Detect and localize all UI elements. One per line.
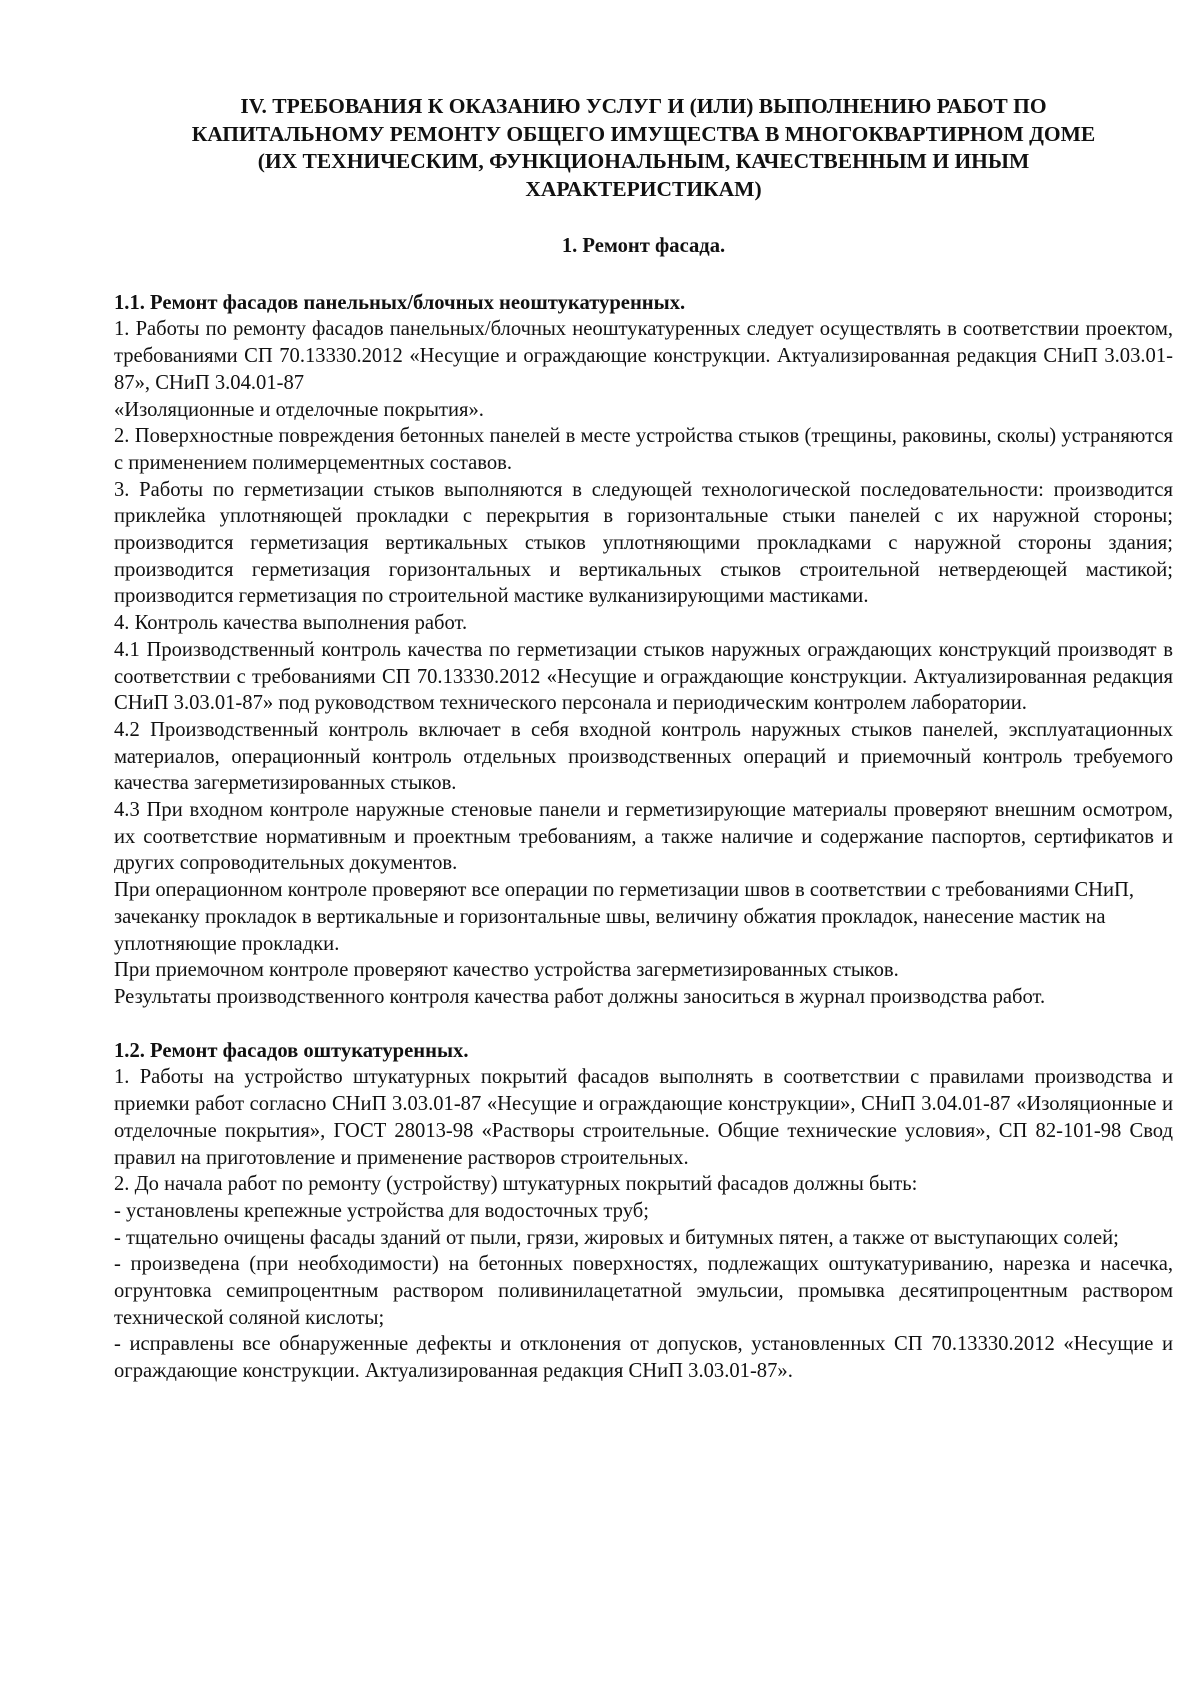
paragraph-control-results: Результаты производственного контроля качества работ должны заноситься в журнал производства работ. xyxy=(114,985,1046,1008)
list-item-defects: - исправлены все обнаруженные дефекты и отклонения от допусков, установленных СП 70.13330.2012 «Несущие и ограждающие конструкции. Актуализированная редакция СНиП 3.03.01-87». xyxy=(114,1333,1173,1383)
paragraph-1-1-item-3: 3. Работы по герметизации стыков выполняются в следующей технологической последовательности: производится приклейка уплотняющей прокладки с перекрытия в горизонтальные стыки панелей с их наружной стороны; производится герметизация вертикальных стыков уплотняющими прокладками с наружной стороны здания; производится герметизация горизонтальных и вертикальных стыков строительной нетвердеющей мастикой; производится герметизация по строительной мастике вулканизирующими мастиками. xyxy=(114,478,1173,608)
list-item-cleaning: - тщательно очищены фасады зданий от пыли, грязи, жировых и битумных пятен, а также от выступающих солей; xyxy=(114,1226,1119,1249)
paragraph-1-1-item-2: 2. Поверхностные повреждения бетонных панелей в месте устройства стыков (трещины, раковины, сколы) устраняются с применением полимерцементных составов. xyxy=(114,425,1173,474)
list-item-surface-prep: - произведена (при необходимости) на бетонных поверхностях, подлежащих оштукатуриванию, нарезка и насечка, огрунтовка семипроцентным раствором поливинилацетатной эмульсии, промывка десятипроцентным раствором технической соляной кислоты; xyxy=(114,1253,1173,1329)
paragraph-1-1-item-4-1: 4.1 Производственный контроль качества по герметизации стыков наружных ограждающих конструкций производят в соответствии с требованиями СП 70.13330.2012 «Несущие и ограждающие конструкции. Актуализированная редакция СНиП 3.03.01-87» под руководством технического персонала и периодическим контролем лаборатории. xyxy=(114,638,1173,715)
title-line-2: КАПИТАЛЬНОМУ РЕМОНТУ ОБЩЕГО ИМУЩЕСТВА В МНОГОКВАРТИРНОМ ДОМЕ xyxy=(191,121,1096,146)
title-line-1: IV. ТРЕБОВАНИЯ К ОКАЗАНИЮ УСЛУГ И (ИЛИ) ВЫПОЛНЕНИЮ РАБОТ ПО xyxy=(240,94,1047,118)
paragraph-1-1-item-4-2: 4.2 Производственный контроль включает в себя входной контроль наружных стыков панелей, эксплуатационных материалов, операционный контроль отдельных производственных операций и приемочный контроль требуемого качества загерметизированных стыков. xyxy=(114,718,1173,795)
paragraph-1-1-item-1: 1. Работы по ремонту фасадов панельных/блочных неоштукатуренных следует осуществлять в соответствии проектом, требованиями СП 70.13330.2012 «Несущие и ограждающие конструкции. Актуализированная редакция СНиП 3.03.01-87», СНиП 3.04.01-87 xyxy=(114,318,1173,394)
section-spacer xyxy=(114,1011,1173,1038)
paragraph-1-2-item-2: 2. До начала работ по ремонту (устройству) штукатурных покрытий фасадов должны быть: xyxy=(114,1173,918,1196)
paragraph-1-1-item-4-3: 4.3 При входном контроле наружные стеновые панели и герметизирующие материалы проверяют внешним осмотром, их соответствие нормативным и проектным требованиям, а также наличие и содержание паспортов, сертификатов и других сопроводительных документов. xyxy=(114,799,1173,875)
subsection-heading-1-2: 1.2. Ремонт фасадов оштукатуренных. xyxy=(114,1039,469,1062)
title-line-3: (ИХ ТЕХНИЧЕСКИМ, ФУНКЦИОНАЛЬНЫМ, КАЧЕСТВЕННЫМ И ИНЫМ xyxy=(257,149,1030,173)
title-line-4: ХАРАКТЕРИСТИКАМ) xyxy=(525,176,762,201)
paragraph-operational-control: При операционном контроле проверяют все операции по герметизации швов в соответствии с требованиями СНиП, зачеканку прокладок в вертикальные и горизонтальные швы, величину обжатия прокладок, нанесение мастик на уплотняющие прокладки. xyxy=(114,879,1135,955)
document-title xyxy=(114,93,1173,203)
subsection-heading-1-1: 1.1. Ремонт фасадов панельных/блочных неоштукатуренных. xyxy=(114,291,686,314)
list-item-fasteners: - установлены крепежные устройства для водосточных труб; xyxy=(114,1199,649,1222)
paragraph-acceptance-control: При приемочном контроле проверяют качество устройства загерметизированных стыков. xyxy=(114,959,899,982)
section-heading-facade-repair: 1. Ремонт фасада. xyxy=(561,235,726,257)
paragraph-1-1-item-1-cont: «Изоляционные и отделочные покрытия». xyxy=(114,398,484,421)
paragraph-1-1-item-4: 4. Контроль качества выполнения работ. xyxy=(114,612,468,635)
paragraph-1-2-item-1: 1. Работы на устройство штукатурных покрытий фасадов выполнять в соответствии с правилами производства и приемки работ согласно СНиП 3.03.01-87 «Несущие и ограждающие конструкции», СНиП 3.04.01-87 «Изоляционные и отделочные покрытия», ГОСТ 28013-98 «Растворы строительные. Общие технические условия», СП 82-101-98 Свод правил на приготовление и применение растворов строительных. xyxy=(114,1066,1173,1169)
